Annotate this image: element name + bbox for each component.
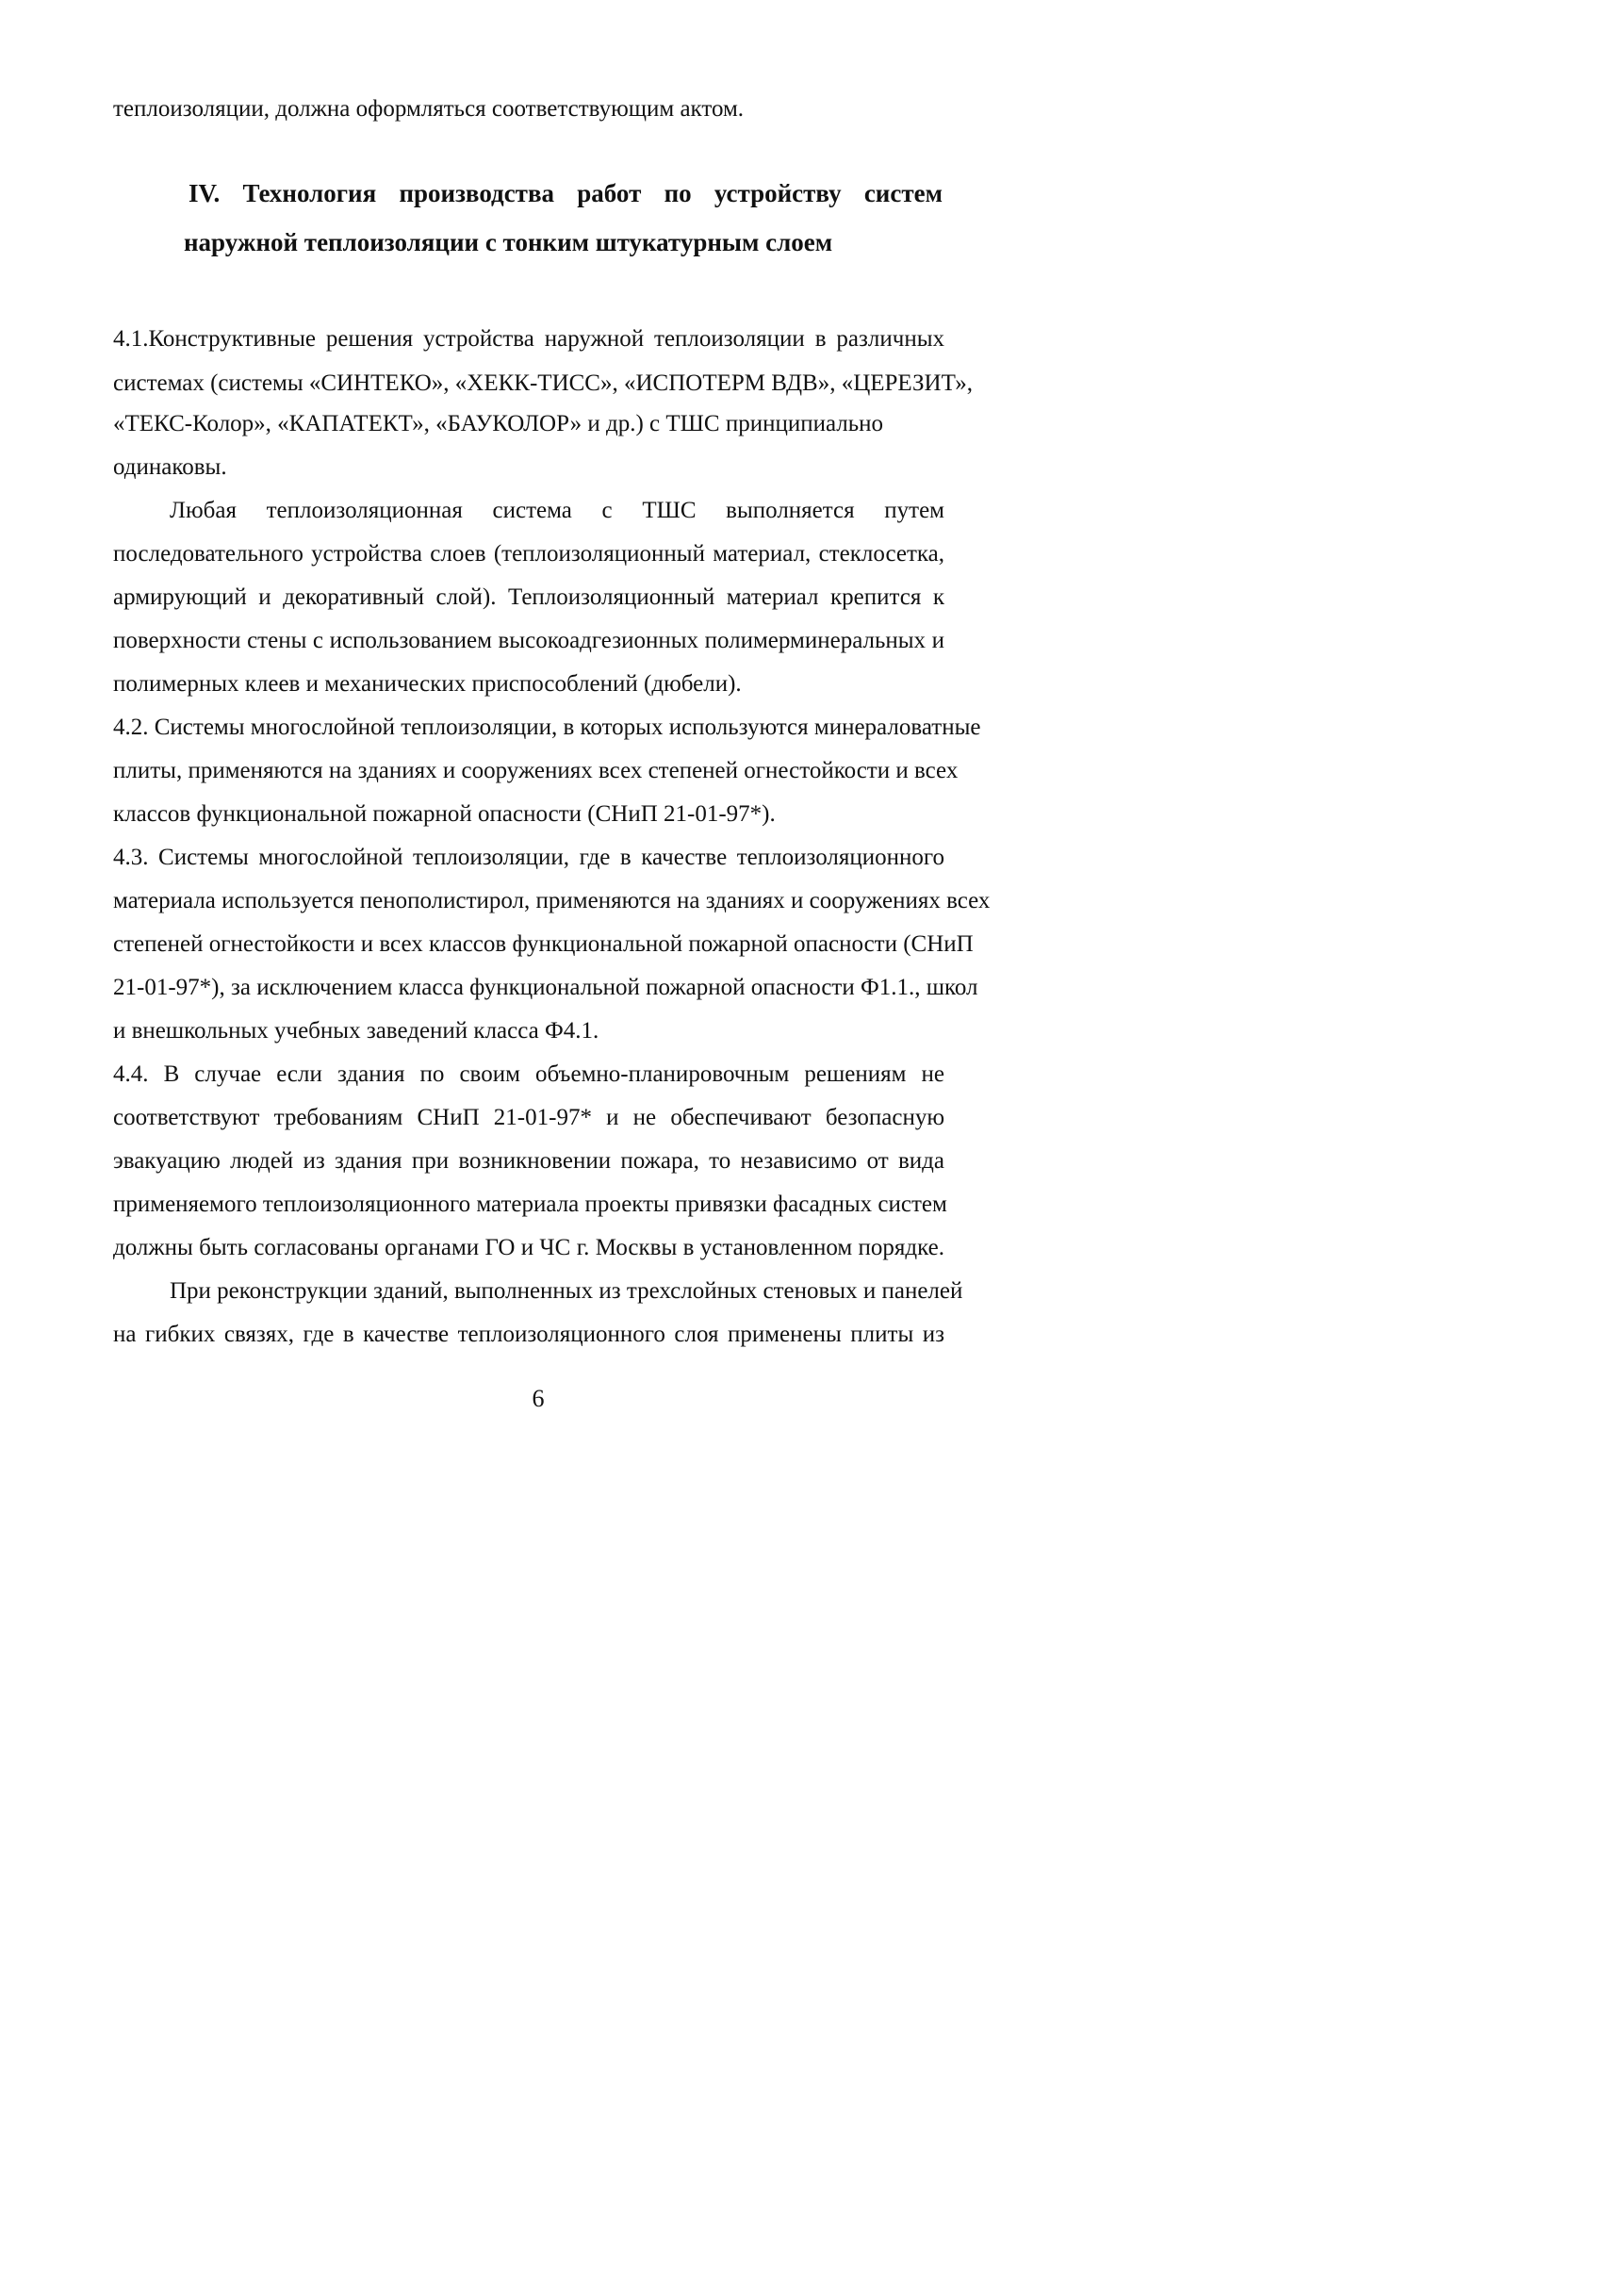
- paragraph-line: последовательного устройства слоев (теплоизоляционный материал, стеклосетка,: [113, 541, 944, 567]
- paragraph-line: соответствуют требованиям СНиП 21-01-97* и не обеспечивают безопасную: [113, 1105, 944, 1130]
- paragraph-line: армирующий и декоративный слой). Теплоизоляционный материал крепится к: [113, 584, 944, 610]
- paragraph-line: 4.1.Конструктивные решения устройства наружной теплоизоляции в различных: [113, 326, 944, 352]
- paragraph-line: одинаковы.: [113, 454, 227, 480]
- paragraph-line: эвакуацию людей из здания при возникновении пожара, то независимо от вида: [113, 1148, 944, 1174]
- paragraph-line: поверхности стены с использованием высокоадгезионных полимерминеральных и: [113, 628, 944, 653]
- top-fragment-line: теплоизоляции, должна оформляться соответствующим актом.: [113, 96, 745, 122]
- paragraph-line: 21-01-97*), за исключением класса функциональной пожарной опасности Ф1.1., школ: [113, 975, 978, 1000]
- paragraph-line: применяемого теплоизоляционного материала проекты привязки фасадных систем: [113, 1192, 947, 1217]
- paragraph-line: системах (системы «СИНТЕКО», «ХЕКК-ТИСС», «ИСПОТЕРМ ВДВ», «ЦЕРЕЗИТ»,: [113, 370, 973, 396]
- paragraph-line: 4.3. Системы многослойной теплоизоляции, где в качестве теплоизоляционного: [113, 845, 944, 870]
- paragraph-line: материала используется пенополистирол, применяются на зданиях и сооружениях всех: [113, 888, 991, 913]
- paragraph-line: полимерных клеев и механических приспособлений (дюбели).: [113, 671, 742, 697]
- paragraph-line: 4.4. В случае если здания по своим объемно-планировочным решениям не: [113, 1061, 944, 1087]
- paragraph-line: При реконструкции зданий, выполненных из трехслойных стеновых и панелей: [170, 1278, 963, 1304]
- paragraph-line: и внешкольных учебных заведений класса Ф4.1.: [113, 1018, 599, 1044]
- paragraph-line: на гибких связях, где в качестве теплоизоляционного слоя применены плиты из: [113, 1322, 944, 1347]
- section-heading-line-2: наружной теплоизоляции с тонким штукатурным слоем: [184, 228, 833, 256]
- paragraph-line: 4.2. Системы многослойной теплоизоляции, в которых используются минераловатные: [113, 715, 981, 740]
- paragraph-line: плиты, применяются на зданиях и сооружениях всех степеней огнестойкости и всех: [113, 758, 959, 783]
- paragraph-line: должны быть согласованы органами ГО и ЧС г. Москвы в установленном порядке.: [113, 1235, 944, 1260]
- section-heading-line-1: IV. Технология производства работ по устройству систем: [189, 179, 943, 207]
- paragraph-line: Любая теплоизоляционная система с ТШС выполняется путем: [170, 498, 944, 523]
- paragraph-line: классов функциональной пожарной опасности (СНиП 21-01-97*).: [113, 801, 776, 827]
- paragraph-line: степеней огнестойкости и всех классов функциональной пожарной опасности (СНиП: [113, 931, 974, 957]
- document-page: [0, 0, 1076, 1508]
- page-number: 6: [532, 1385, 545, 1412]
- paragraph-line: «ТЕКС-Колор», «КАПАТЕКТ», «БАУКОЛОР» и др.) с ТШС принципиально: [113, 411, 884, 436]
